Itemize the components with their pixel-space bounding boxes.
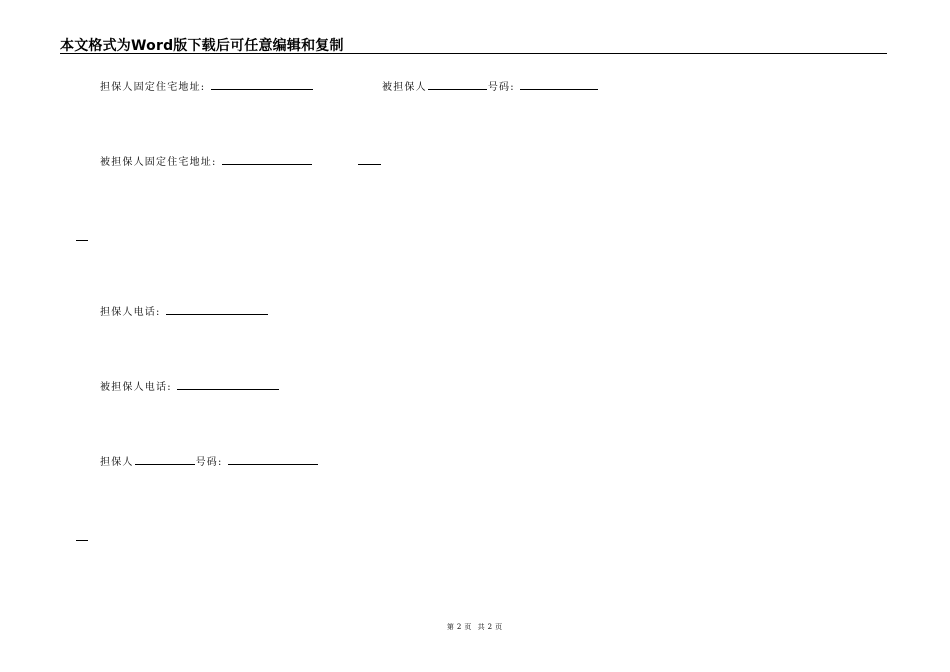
number-label-2: 号码: [195,457,223,468]
guarantor-number-row [100,455,319,469]
guarantor-name-blank [135,455,195,465]
number-blank-2 [228,455,318,465]
guarantor-label: 担保人 [100,457,134,468]
guarantor-phone-blank [166,305,268,315]
guaranteed-phone-blank [177,380,279,390]
guaranteed-address-row [100,155,313,169]
document-header-title: 本文格式为Word版下载后可任意编辑和复制 [60,38,344,54]
guarantor-address-label: 担保人固定住宅地址: [100,82,206,93]
total-prefix: 共 [477,623,486,631]
total-pages-number: 2 [487,623,494,631]
number-label-1: 号码: [487,82,515,93]
guarantor-phone-row [100,305,269,319]
guaranteed-party-label: 被担保人 [382,82,427,93]
guarantor-address-blank [211,80,313,90]
number-blank-1 [520,80,598,90]
page-prefix: 第 [446,623,455,631]
header-divider [60,53,887,54]
separator-dash [76,540,88,541]
page-footer [0,622,950,632]
guaranteed-address-extra-blank [358,164,381,165]
guarantor-address-row [100,80,314,94]
guaranteed-address-blank [222,155,312,165]
guaranteed-party-blank [428,80,487,90]
guaranteed-address-label: 被担保人固定住宅地址: [100,157,217,168]
guaranteed-phone-row [100,380,280,394]
guaranteed-party-row [382,80,599,94]
total-unit: 页 [495,623,504,631]
page-unit: 页 [464,623,473,631]
guaranteed-phone-label: 被担保人电话: [100,382,172,393]
guarantor-phone-label: 担保人电话: [100,307,161,318]
current-page-number: 2 [456,623,463,631]
separator-dash [76,240,88,241]
